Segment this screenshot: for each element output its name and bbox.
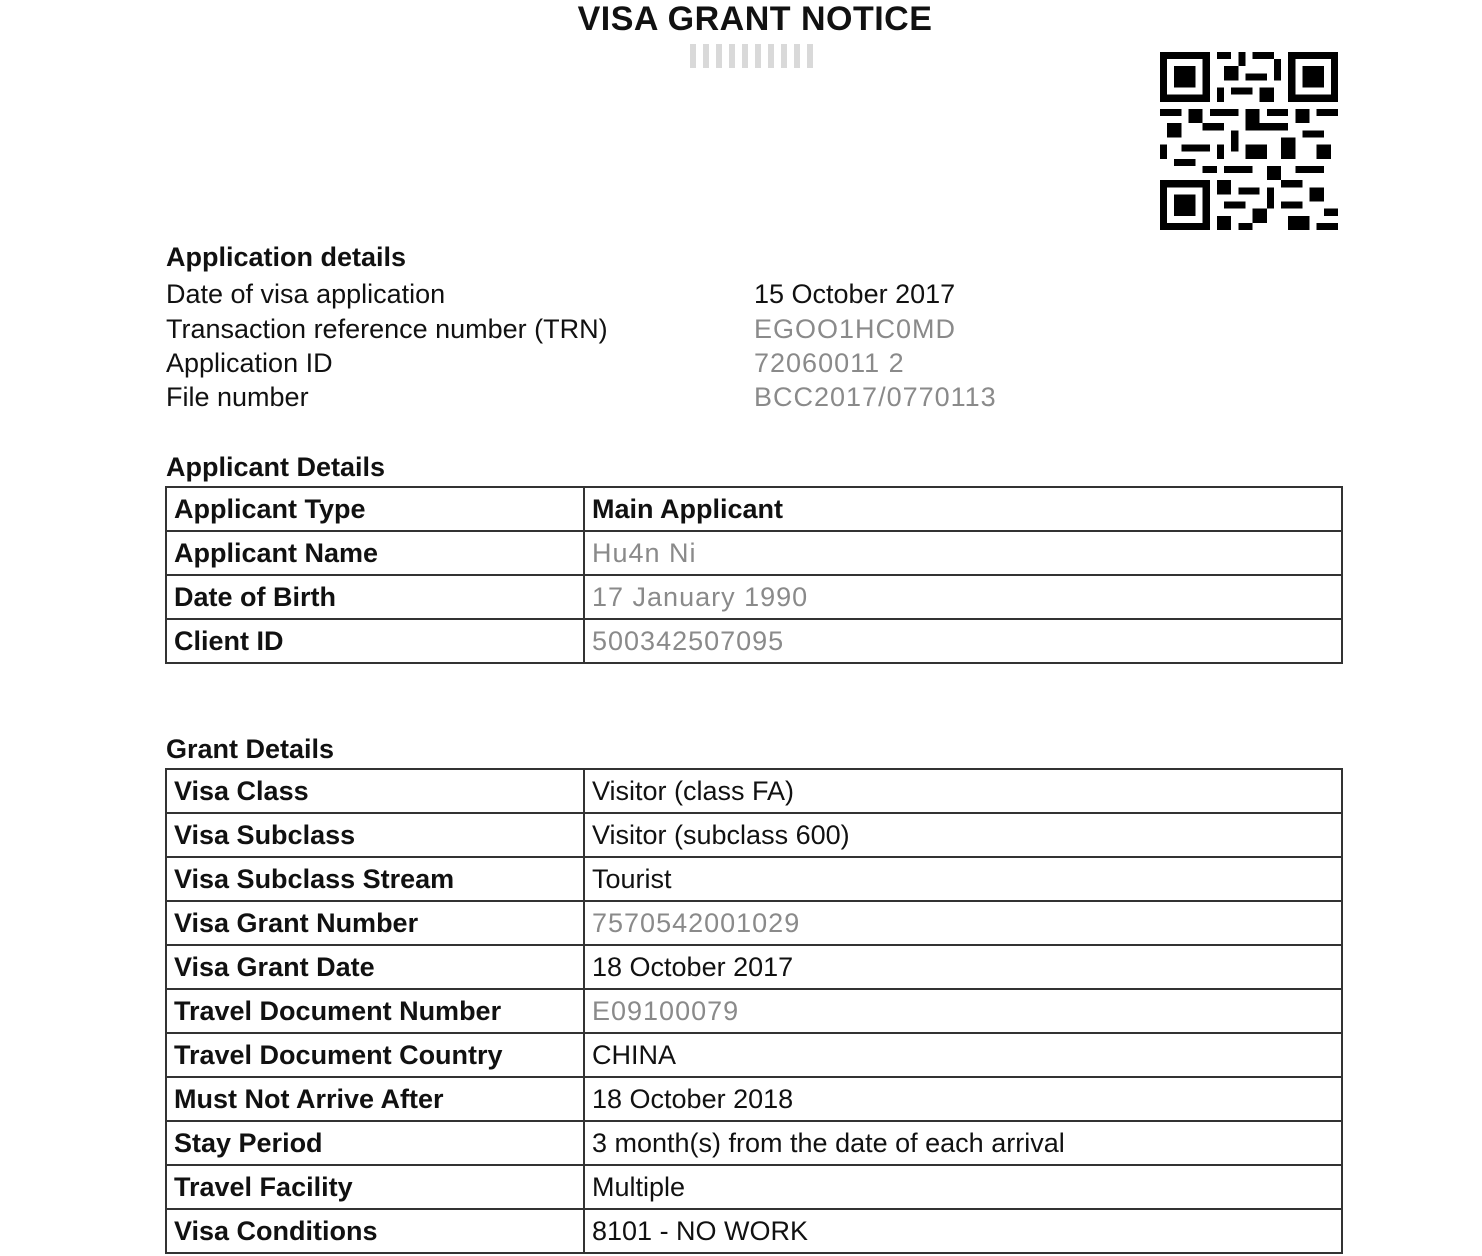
table-cell-value: Tourist — [584, 857, 1342, 901]
table-cell-value: Visitor (class FA) — [584, 769, 1342, 813]
table-cell-label: Travel Document Country — [166, 1033, 584, 1077]
application-detail-label: Application ID — [166, 348, 333, 378]
table-cell-label: Travel Document Number — [166, 989, 584, 1033]
table-cell-value: Visitor (subclass 600) — [584, 813, 1342, 857]
table-row — [166, 1121, 1342, 1165]
table-cell-label: Visa Subclass Stream — [166, 857, 584, 901]
table-cell-value: 18 October 2018 — [584, 1077, 1342, 1121]
table-row — [166, 1209, 1342, 1253]
grant-details-table — [165, 768, 1343, 1254]
table-row — [166, 901, 1342, 945]
table-row — [166, 487, 1342, 531]
table-cell-value: Multiple — [584, 1165, 1342, 1209]
table-cell-label: Visa Class — [166, 769, 584, 813]
table-cell-label: Visa Grant Date — [166, 945, 584, 989]
application-detail-label: Transaction reference number (TRN) — [166, 314, 608, 344]
application-detail-value: 15 October 2017 — [754, 279, 956, 309]
table-row — [166, 989, 1342, 1033]
table-cell-value: 17 January 1990 — [584, 575, 1342, 619]
table-cell-label: Travel Facility — [166, 1165, 584, 1209]
table-cell-value: 8101 - NO WORK — [584, 1209, 1342, 1253]
table-row — [166, 813, 1342, 857]
table-cell-label: Applicant Type — [166, 487, 584, 531]
table-row — [166, 531, 1342, 575]
application-details-heading: Application details — [166, 242, 407, 272]
redacted-subtitle — [690, 44, 820, 68]
table-cell-value: 500342507095 — [584, 619, 1342, 663]
table-cell-label: Stay Period — [166, 1121, 584, 1165]
table-cell-label: Applicant Name — [166, 531, 584, 575]
table-row — [166, 945, 1342, 989]
table-cell-label: Visa Grant Number — [166, 901, 584, 945]
table-row — [166, 575, 1342, 619]
document-title: VISA GRANT NOTICE — [577, 0, 933, 38]
table-cell-value: 18 October 2017 — [584, 945, 1342, 989]
table-cell-value: E09100079 — [584, 989, 1342, 1033]
table-row — [166, 857, 1342, 901]
application-detail-value: BCC2017/0770113 — [754, 382, 997, 412]
grant-details-heading: Grant Details — [166, 734, 335, 764]
application-detail-label: Date of visa application — [166, 279, 446, 309]
table-cell-value: 7570542001029 — [584, 901, 1342, 945]
table-row — [166, 619, 1342, 663]
table-cell-label: Must Not Arrive After — [166, 1077, 584, 1121]
application-detail-value: 72060011 2 — [754, 348, 905, 378]
table-cell-label: Date of Birth — [166, 575, 584, 619]
application-detail-label: File number — [166, 382, 309, 412]
table-row — [166, 1077, 1342, 1121]
applicant-details-heading: Applicant Details — [166, 452, 386, 482]
applicant-details-table — [165, 486, 1343, 664]
table-row — [166, 1165, 1342, 1209]
table-cell-label: Visa Conditions — [166, 1209, 584, 1253]
table-cell-label: Client ID — [166, 619, 584, 663]
qr-code-icon — [1160, 52, 1338, 230]
table-cell-value: Main Applicant — [584, 487, 1342, 531]
table-cell-value: 3 month(s) from the date of each arrival — [584, 1121, 1342, 1165]
table-cell-label: Visa Subclass — [166, 813, 584, 857]
table-row — [166, 1033, 1342, 1077]
application-detail-value: EGOO1HC0MD — [754, 314, 957, 344]
table-row — [166, 769, 1342, 813]
table-cell-value: CHINA — [584, 1033, 1342, 1077]
table-cell-value: Hu4n Ni — [584, 531, 1342, 575]
